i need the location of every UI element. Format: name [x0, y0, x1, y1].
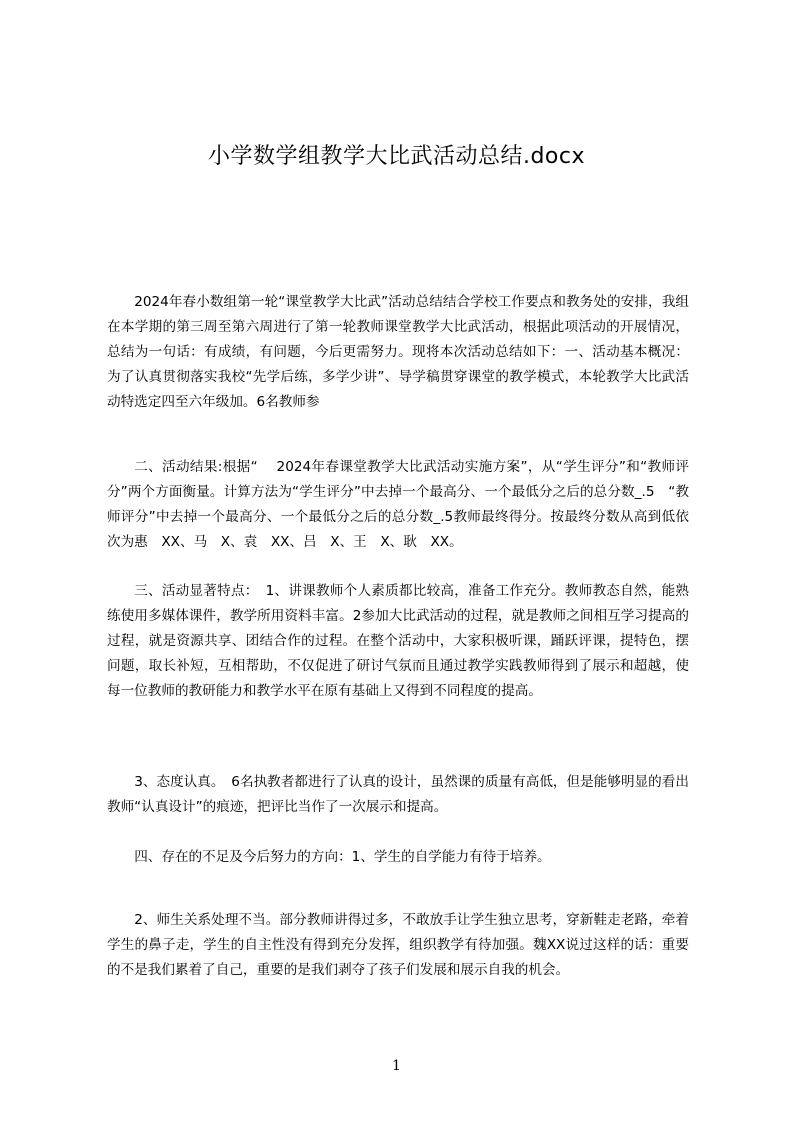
paragraph-activity-results: 二、活动结果:根据“ 2024年春课堂教学大比武活动实施方案”，从“学生评分”和“教师评分”两个方面衡量。计算方法为“学生评分”中去掉一个最高分、一个最低分之后的总分数_.5 “教师评分”中去掉一个最高分、一个最低分之后的总分数_.5教师最终得分。按最终分数从高到低依次为惠 XX、马 X、袁 XX、吕 X、王 X、耿 XX。: [107, 459, 689, 550]
paragraph-shortcomings: 四、存在的不足及今后努力的方向：1、学生的自学能力有待于培养。: [134, 849, 551, 865]
paragraph-activity-overview: 2024年春小数组第一轮“课堂教学大比武”活动总结结合学校工作要点和教务处的安排，我组在本学期的第三周至第六周进行了第一轮教师课堂教学大比武活动，根据此项活动的开展情况，总结为一句话：有成绩，有问题，今后更需努力。现将本次活动总结如下：一、活动基本概况：为了认真贯彻落实我校“先学后练，多学少讲”、导学稿贯穿课堂的教学模式，本轮教学大比武活动特选定四至六年级加。6名教师参: [107, 294, 689, 410]
paragraph-serious-attitude: 3、态度认真。 6名执教者都进行了认真的设计，虽然课的质量有高低，但是能够明显的看出教师“认真设计”的痕迹，把评比当作了一次展示和提高。: [107, 774, 689, 815]
paragraph-teacher-student-relations: 2、师生关系处理不当。部分教师讲得过多，不敢放手让学生独立思考，穿新鞋走老路，牵着学生的鼻子走，学生的自主性没有得到充分发挥，组织教学有待加强。魏XX说过这样的话：重要的不是我们累着了自己，重要的是我们剥夺了孩子们发展和展示自我的机会。: [107, 912, 689, 978]
paragraph-notable-features: 三、活动显著特点： 1、讲课教师个人素质都比较高，准备工作充分。教师教态自然，能熟练使用多媒体课件，教学所用资料丰富。2参加大比武活动的过程，就是教师之间相互学习提高的过程，就是资源共享、团结合作的过程。在整个活动中，大家积极听课，踊跃评课，提特色，摆问题，取长补短，互相帮助，不仅促进了研讨气氛而且通过教学实践教师得到了展示和超越，使每一位教师的教研能力和教学水平在原有基础上又得到不同程度的提高。: [107, 583, 689, 699]
document-title: 小学数学组教学大比武活动总结.docx: [207, 144, 586, 169]
page-number: 1: [392, 1058, 401, 1074]
